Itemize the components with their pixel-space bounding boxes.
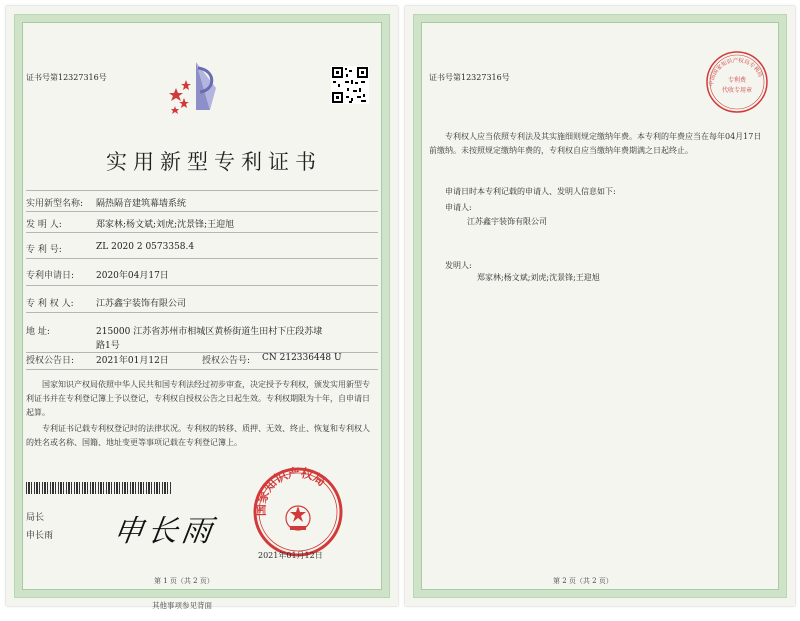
patent-number-label: 专 利 号: (26, 245, 62, 255)
address-value-line1: 215000 江苏省苏州市相城区黄桥街道生田村下庄段苏埭 (96, 327, 323, 337)
patentee-label: 专 利 权 人: (26, 299, 74, 309)
cnipa-logo-icon (166, 58, 236, 118)
divider (26, 258, 378, 259)
director-name: 申长雨 (26, 531, 54, 541)
divider (26, 312, 378, 313)
certificate-number: 证书号第12327316号 (429, 73, 510, 82)
divider (26, 211, 378, 212)
invention-name-value: 隔热隔音建筑幕墙系统 (96, 199, 187, 209)
divider (26, 285, 378, 286)
inventor-label: 发明人: (445, 261, 472, 270)
stamp-date: 2021年01月12日 (258, 551, 323, 560)
page-number: 第 1 页（共 2 页） (154, 577, 214, 585)
annual-fee-notice: 专利权人应当依照专利法及其实施细则规定缴纳年费。本专利的年费应当在每年04月17日前缴纳。未按照规定缴纳年费的，专利权自应当缴纳年费期满之日起终止。 (429, 132, 762, 155)
registration-statement: 专利证书记载专利权登记时的法律状况。专利权的转移、质押、无效、终止、恢复和专利权人的姓名或名称、国籍、地址变更等事项记载在专利登记簿上。 (26, 424, 370, 447)
svg-text:专利费: 专利费 (727, 77, 747, 84)
address-label: 地 址: (26, 327, 50, 337)
divider (26, 190, 378, 191)
grant-statement: 国家知识产权局依照中华人民共和国专利法经过初步审查，决定授予专利权，颁发实用新型专利证书并在专利登记簿上予以登记，专利权自授权公告之日起生效。专利权期限为十年，自申请日起算。 (26, 380, 370, 417)
applicant-value: 江苏鑫宇装饰有限公司 (467, 217, 547, 226)
invention-name-label: 实用新型名称: (26, 199, 84, 209)
divider (26, 232, 378, 233)
inventor-label: 发 明 人: (26, 220, 62, 230)
svg-text:中国国家知识产权局专利局: 中国国家知识产权局专利局 (708, 57, 764, 87)
barcode-icon (26, 482, 171, 494)
grant-number-label: 授权公告号: (202, 356, 251, 366)
page-number: 第 2 页（共 2 页） (553, 577, 613, 585)
address-value-line2: 路1号 (96, 341, 120, 351)
qr-code-icon (331, 66, 369, 104)
certificate-number: 证书号第12327316号 (26, 73, 107, 82)
stamp-text: 国家知识产权局 (253, 466, 329, 517)
inventor-value: 郑家林;杨文斌;刘虎;沈景锋;王迎旭 (96, 220, 235, 230)
seal-stamp-icon (252, 466, 344, 558)
patent-number-value: ZL 2020 2 0573358.4 (96, 242, 195, 252)
svg-text:代收专用章: 代收专用章 (721, 87, 753, 94)
inventor-value: 郑家林;杨文斌;刘虎;沈景锋;王迎旭 (477, 273, 600, 282)
director-title: 局长 (26, 513, 45, 523)
applicant-label: 申请人: (445, 203, 472, 212)
patentee-value: 江苏鑫宇装饰有限公司 (96, 299, 187, 309)
grant-date-label: 授权公告日: (26, 356, 75, 366)
fee-stamp-icon (705, 50, 769, 114)
application-date-label: 专利申请日: (26, 271, 75, 281)
back-note: 其他事项参见背面 (152, 601, 212, 610)
certificate-page-2 (405, 6, 795, 606)
application-date-value: 2020年04月17日 (96, 271, 169, 281)
grant-date-value: 2021年01月12日 (96, 356, 169, 366)
grant-number-value: CN 212336448 U (262, 353, 342, 363)
divider (26, 369, 378, 370)
applicant-intro: 申请日时本专利记载的申请人、发明人信息如下: (445, 187, 616, 196)
page-title: 实用新型专利证书 (106, 150, 322, 174)
director-signature: 申长雨 (111, 514, 218, 549)
certificate-page-1 (6, 6, 398, 606)
